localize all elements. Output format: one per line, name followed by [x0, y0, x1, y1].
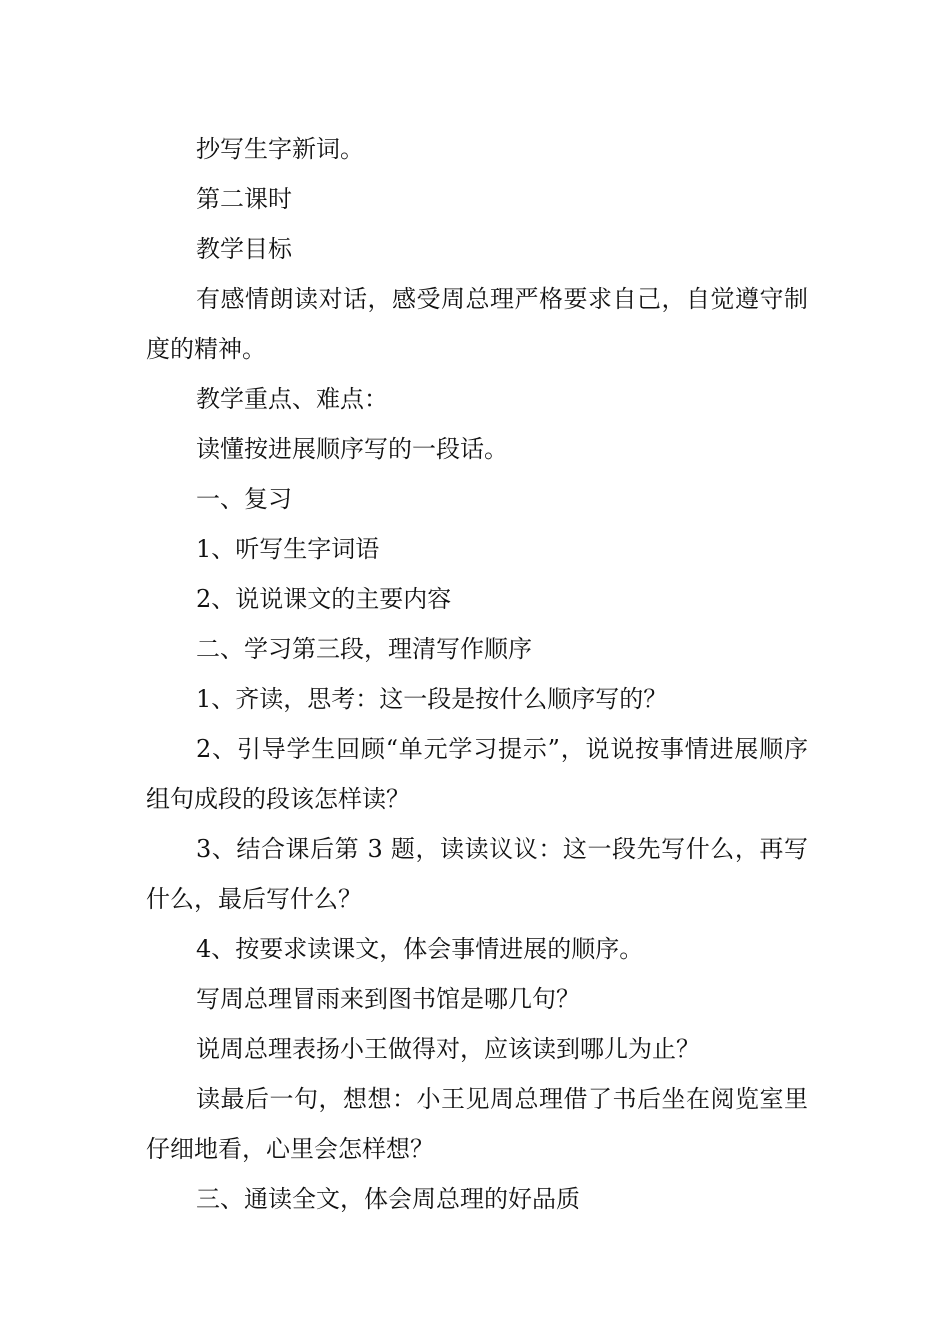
paragraph-teaching-goals: 有感情朗读对话，感受周总理严格要求自己，自觉遵守制度的精神。	[146, 285, 808, 363]
paragraph-review-2: 2、说说课文的主要内容	[196, 585, 452, 613]
paragraph-review-heading: 一、复习	[196, 485, 292, 513]
paragraph-teaching-goals-heading: 教学目标	[196, 235, 292, 263]
paragraph-copy-words: 抄写生字新词。	[196, 135, 364, 163]
paragraph-question-2: 说周总理表扬小王做得对，应该读到哪儿为止？	[196, 1035, 700, 1063]
paragraph-key-points-heading: 教学重点、难点：	[196, 385, 388, 413]
paragraph-section-three-heading: 三、通读全文，体会周总理的好品质	[196, 1185, 580, 1213]
document-body	[146, 124, 808, 1224]
paragraph-second-lesson: 第二课时	[196, 185, 292, 213]
paragraph-step-4: 4、按要求读课文，体会事情进展的顺序。	[196, 935, 644, 963]
paragraph-review-1: 1、听写生字词语	[196, 535, 380, 563]
paragraph-section-two-heading: 二、学习第三段，理清写作顺序	[196, 635, 532, 663]
paragraph-step-3: 3、结合课后第 3 题，读读议议：这一段先写什么，再写什么，最后写什么？	[146, 835, 808, 913]
paragraph-key-points: 读懂按进展顺序写的一段话。	[196, 435, 508, 463]
paragraph-question-3: 读最后一句，想想：小王见周总理借了书后坐在阅览室里仔细地看，心里会怎样想？	[146, 1085, 808, 1163]
paragraph-question-1: 写周总理冒雨来到图书馆是哪几句？	[196, 985, 580, 1013]
paragraph-step-1: 1、齐读，思考：这一段是按什么顺序写的？	[196, 685, 668, 713]
paragraph-step-2: 2、引导学生回顾“单元学习提示”，说说按事情进展顺序组句成段的段该怎样读？	[146, 735, 808, 813]
